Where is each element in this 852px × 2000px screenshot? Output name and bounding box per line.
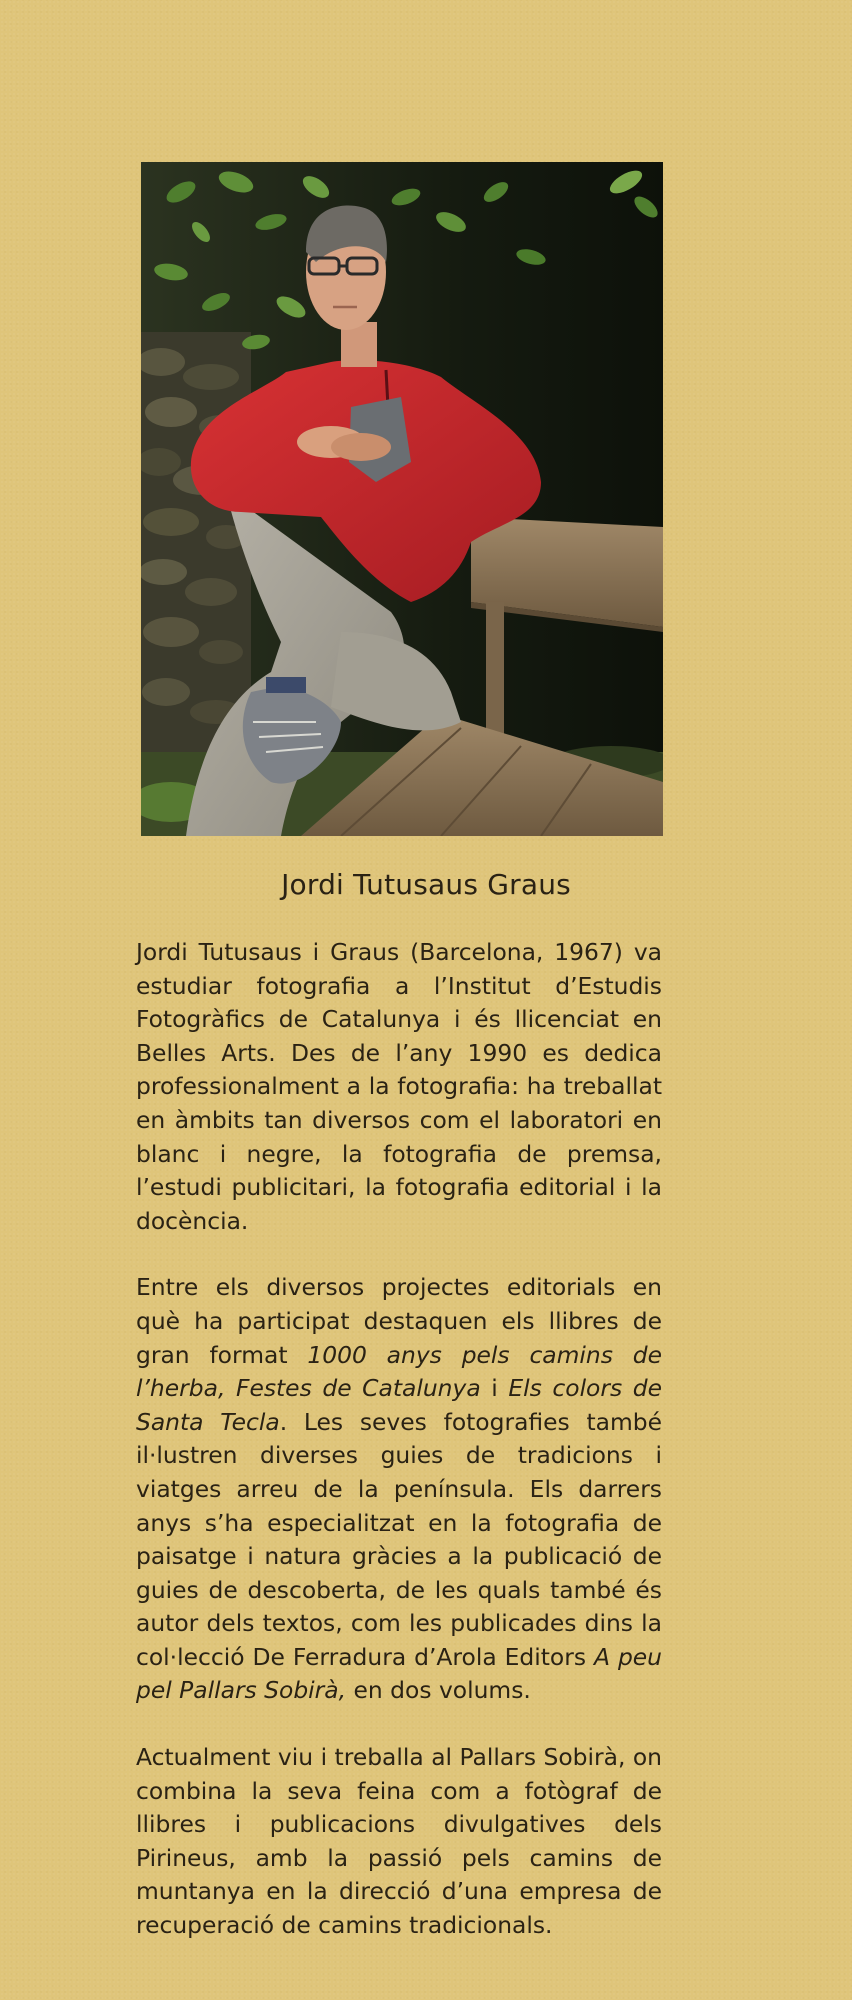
bio-p2-text-3: i: [480, 1374, 509, 1403]
book-title-festes: Festes de Catalunya: [235, 1374, 481, 1403]
bio-paragraph-3: Actualment viu i treballa al Pallars Sobirà, on combina la seva feina com a fotògraf de llibres i publicacions divulgatives dels Pirineus, amb la passió pels camins de muntanya en la direcció d’una empresa de recuperació de camins tradicionals.: [136, 1743, 662, 1940]
bio-p2-text-2: [225, 1374, 236, 1402]
book-title-1000-anys: 1000 anys pels camins de l’herba,: [136, 1340, 662, 1403]
bio-p2-text-5: en dos volums.: [346, 1676, 531, 1705]
bio-p2-text-4: . Les seves fotografies també il·lustren diverses guies de tradicions i viatges arreu de la península. Els darrers anys s’ha especialitzat en la fotografia de paisatge i natura gràcies a la publicació de guies de descoberta, de les quals també és autor dels textos, com les publicades dins la col·lecció De Ferradura d’Arola Editors: [136, 1407, 662, 1671]
book-title-colors: Els colors de Santa Tecla: [136, 1374, 662, 1436]
book-title-a-peu: A peu pel Pallars Sobirà,: [136, 1642, 663, 1705]
bio-p2-text-1: Entre els diversos projectes editorials en què ha participat destaquen els llibres de gran format: [136, 1273, 662, 1369]
author-name: Jordi Tutusaus Graus: [281, 868, 571, 901]
author-biography: [136, 936, 662, 1943]
author-portrait-photo: [141, 162, 663, 836]
stone-wall: [141, 332, 251, 752]
bio-paragraph-2: [136, 1271, 662, 1708]
bio-paragraph-1: Jordi Tutusaus i Graus (Barcelona, 1967) va estudiar fotografia a l’Institut d’Estudis Fotogràfics de Catalunya i és llicenciat en Belles Arts. Des de l’any 1990 es dedica professionalment a la fotografia: ha treballat en àmbits tan diversos com el laboratori en blanc i negre, la fotografia de premsa, l’estudi publicitari, la fotografia editorial i la docència.: [136, 938, 662, 1235]
